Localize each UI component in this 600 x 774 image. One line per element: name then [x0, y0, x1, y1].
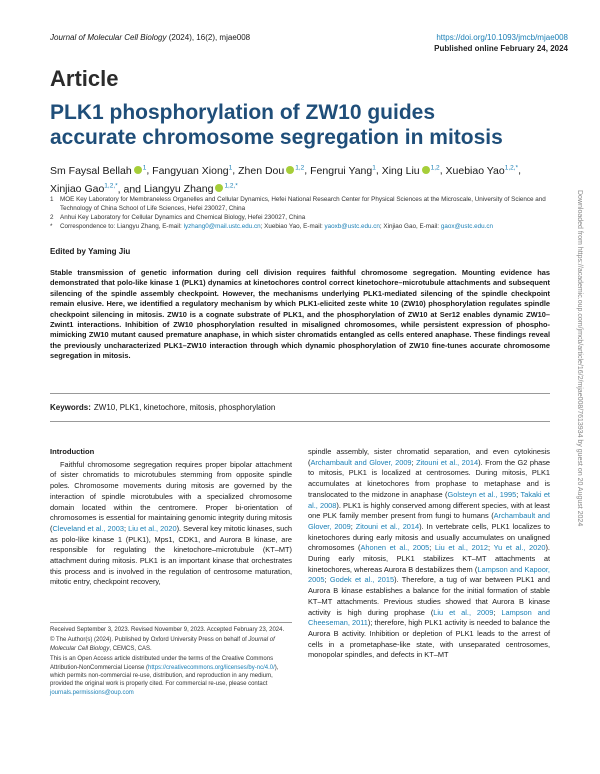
permissions-email-link[interactable]: journals.permissions@oup.com	[50, 689, 134, 696]
journal-name: Journal of Molecular Cell Biology	[50, 33, 167, 42]
reference-link[interactable]: Liu et al., 2020	[128, 523, 177, 533]
author[interactable]	[50, 165, 146, 177]
reference-link[interactable]: Archambault and Glover, 2009	[308, 511, 551, 531]
author-list: Sm Faysal Bellah $^1$, Fangyuan Xiong$^1$, Zhen Dou $^{1,2}$, Fengrui Yang$^1$, Xing Liu $^{1,2}$, Xuebiao Yao$^{1,2,*}$, Xinjiao Gao$^{1,2,*}$, and Liangyu Zhang $^{1,2,*}$	[50, 164, 521, 195]
body-column-left	[50, 447, 292, 588]
author-name: Fangyuan Xiong	[152, 164, 229, 177]
reference-link[interactable]: Golsteyn et al., 1995	[447, 489, 517, 499]
edited-by: Edited by Yaming Jiu	[50, 247, 131, 256]
author[interactable]	[50, 183, 118, 195]
author[interactable]	[310, 165, 376, 177]
affiliation-marker: 1,2,*	[104, 182, 118, 190]
author[interactable]	[382, 165, 440, 177]
keywords	[50, 403, 275, 412]
footnote	[50, 626, 292, 699]
reference-link[interactable]: Yu et al., 2020	[493, 543, 546, 553]
body-column-right	[308, 447, 550, 661]
footnote-divider	[50, 622, 292, 623]
orcid-icon[interactable]	[422, 166, 430, 174]
abstract: Stable transmission of genetic information during cell division requires faithful chromosome segregation. Mounting evidence has demonstrated that polo-like kinase 1 (PLK1) dynamics at kinetochores control correct kinetochore–microtubule attachments and subsequent silencing of the spindle assembly checkpoint. However, the mechanisms underlying PLK1-mediated silencing of the spindle checkpoint remain elusive. Here, we identified a regulatory mechanism by which PLK1-elicited zeste white 10 (ZW10) phosphorylation regulates spindle checkpoint silencing in mitosis. ZW10 is a cognate substrate of PLK1, and the phosphorylation of ZW10 at Ser12 enables dynamic ZW10–Zwint1 interactions. Inhibition of ZW10 phosphorylation resulted in misaligned chromosomes, while persistent expression of phospho-mimicking ZW10 mutant caused premature anaphase, in which sister chromatids entangled as cells entered anaphase. These findings reveal the previously uncharacterized PLK1–ZW10 interaction through which dynamic phosphorylation of ZW10 fine-tunes accurate chromosome segregation in mitosis.	[50, 268, 550, 361]
download-notice: Downloaded from https://academic.oup.com/jmcb/article/16/2/mjae008/7613934 by guest on 20 August 2024	[576, 190, 583, 527]
author-name: Xuebiao Yao	[445, 164, 505, 177]
reference-link[interactable]: Lampson and Cheeseman, 2011	[308, 607, 550, 628]
intro-paragraph-continued: spindle assembly, sister chromatid separation, and even cytokinesis (Archambault and Glover, 2009; Zitouni et al., 2014). From the G2 phase to mitosis, PLK1 is localized at centrosomes. During mitosis, PLK1 accumulates at kinetochores from prophase to metaphase and is translocated to the midzone in anaphase (Golsteyn et al., 1995; Takaki et al., 2008). PLK1 is highly conserved among different species, with at least one PLK family member present from fungi to humans (Archambault and Glover, 2009; Zitouni et al., 2014). In vertebrate cells, PLK1 localizes to kinetochores during early mitosis and usually accumulates on unaligned chromosomes (Ahonen et al., 2005; Liu et al., 2012; Yu et al., 2020). During early mitosis, PLK1 stabilizes KT–MT attachments at kinetochores, whereas Aurora B destabilizes them (Lampson and Kapoor, 2005; Godek et al., 2015). Therefore, a tug of war between PLK1 and Aurora B kinase establishes a balance for the initial formation of stable KT–MT attachments. Previous studies showed that Aurora B kinase activity is high during prophase (Liu et al., 2009; Lampson and Cheeseman, 2011); therefore, high PLK1 activity is needed to balance the Aurora B activity. Inhibition or depletion of PLK1 leads to the arrest of cells in a prometaphase-like state, with unseparated centrosomes, monopolar spindles, and defects in KT–MT	[308, 447, 551, 660]
orcid-icon[interactable]	[134, 166, 142, 174]
affiliation-marker: 1,2	[295, 164, 305, 171]
author[interactable]	[238, 165, 304, 177]
affiliation-marker: 1,2,*	[504, 164, 519, 171]
author-name: Xinjiao Gao	[50, 183, 105, 195]
journal-citation: (2024), 16(2), mjae008	[168, 33, 251, 42]
author-name: Zhen Dou	[238, 164, 285, 177]
affiliation-marker: 1,2	[430, 164, 440, 171]
reference-link[interactable]: Godek et al., 2015	[329, 575, 395, 585]
article-type: Article	[50, 66, 119, 91]
author-name: Sm Faysal Bellah	[50, 164, 132, 177]
reference-link[interactable]: Lampson and Kapoor, 2005	[308, 564, 550, 585]
published-date: Published online February 24, 2024	[434, 44, 568, 53]
orcid-icon[interactable]	[286, 166, 294, 174]
article-title: PLK1 phosphorylation of ZW10 guides accurate chromosome segregation in mitosis	[50, 101, 503, 149]
affiliation-marker: 1	[372, 164, 376, 171]
affiliations	[50, 195, 550, 231]
license: This is an Open Access article distributed under the terms of the Creative Commons Attribution-NonCommercial License (https://creativecommons.org/licenses/by-nc/4.0/), which permits non-commercial re-use, distribution, and reproduction in any medium, provided the original work is properly cited. For commercial re-use, please contact journals.permissions@oup.com	[50, 656, 279, 696]
doi-link[interactable]: https://doi.org/10.1093/jmcb/mjae008	[436, 33, 568, 42]
affiliation-1: 1 MOE Key Laboratory for Membraneless Organelles and Cellular Dynamics, Hefei National Research Center for Physical Sciences at the Microscale, University of Science and Technology of China School of Life Sciences, Hefei 230027, China	[50, 196, 546, 212]
received-dates: Received September 3, 2023. Revised November 9, 2023. Accepted February 23, 2024.	[50, 627, 285, 633]
journal-header	[50, 33, 250, 42]
email-link-gao[interactable]: gaox@ustc.edu.cn	[440, 223, 494, 230]
reference-link[interactable]: Liu et al., 2009	[433, 607, 494, 617]
affiliation-marker: 1,2,*	[224, 182, 238, 190]
author-name: Fengrui Yang	[310, 164, 373, 177]
keywords-label: Keywords:	[50, 403, 91, 412]
affiliation-marker: 1	[142, 164, 147, 171]
intro-paragraph: Faithful chromosome segregation requires proper bipolar attachment of sister chromatids to microtubules stemming from opposite spindle poles. Chromosome movements during mitosis are governed by the interaction of spindle microtubules with a specialized chromosome domain located within the centromere. Proper bi-orientation of chromosomes is essential for maintaining genomic integrity during mitosis (Cleveland et al., 2003; Liu et al., 2020). Several key mitotic kinases, such as polo-like kinase 1 (PLK1), Mps1, CDK1, and Aurora B kinase, are responsible for regulating the kinetochore–microtubule (KT–MT) attachment during mitosis. PLK1 is an important kinase that orchestrates this process and is involved in the regulation of centrosome maturation, mitotic entry, checkpoint recovery,	[50, 459, 292, 587]
correspondence: * Correspondence to: Liangyu Zhang, E-mail: lyzhang0@mail.ustc.edu.cn; Xuebiao Yao, E-mail: yaoxb@ustc.edu.cn; Xinjiao Gao, E-mail: gaox@ustc.edu.cn	[50, 223, 494, 230]
reference-link[interactable]: Ahonen et al., 2005	[360, 543, 430, 553]
email-link-yao[interactable]: yaoxb@ustc.edu.cn	[324, 223, 380, 230]
keywords-text: ZW10, PLK1, kinetochore, mitosis, phosphorylation	[93, 403, 276, 412]
section-heading: Introduction	[50, 447, 95, 456]
reference-link[interactable]: Zitouni et al., 2014	[416, 457, 479, 467]
license-link[interactable]: https://creativecommons.org/licenses/by-nc/4.0/	[148, 664, 275, 671]
divider	[50, 393, 550, 394]
reference-link[interactable]: Liu et al., 2012	[434, 543, 489, 553]
affiliation-2: 2 Anhui Key Laboratory for Cellular Dynamics and Chemical Biology, Hefei 230027, China	[50, 214, 306, 221]
author[interactable]	[144, 183, 238, 195]
author-name: Xing Liu	[381, 164, 420, 177]
author-name: Liangyu Zhang	[143, 183, 214, 195]
author[interactable]	[446, 165, 519, 177]
reference-link[interactable]: Cleveland et al., 2003	[52, 523, 124, 533]
affiliation-marker: 1	[228, 164, 233, 171]
author[interactable]	[152, 165, 232, 177]
orcid-icon[interactable]	[215, 184, 223, 192]
reference-link[interactable]: Zitouni et al., 2014	[355, 521, 420, 531]
divider	[50, 421, 550, 422]
email-link-zhang[interactable]: lyzhang0@mail.ustc.edu.cn	[183, 223, 261, 230]
reference-link[interactable]: Archambault and Glover, 2009	[310, 457, 412, 467]
copyright: © The Author(s) (2024). Published by Oxford University Press on behalf of Journal of Molecular Cell Biology, CEMCS, CAS.	[50, 637, 275, 652]
reference-link[interactable]: Takaki et al., 2008	[308, 489, 550, 510]
